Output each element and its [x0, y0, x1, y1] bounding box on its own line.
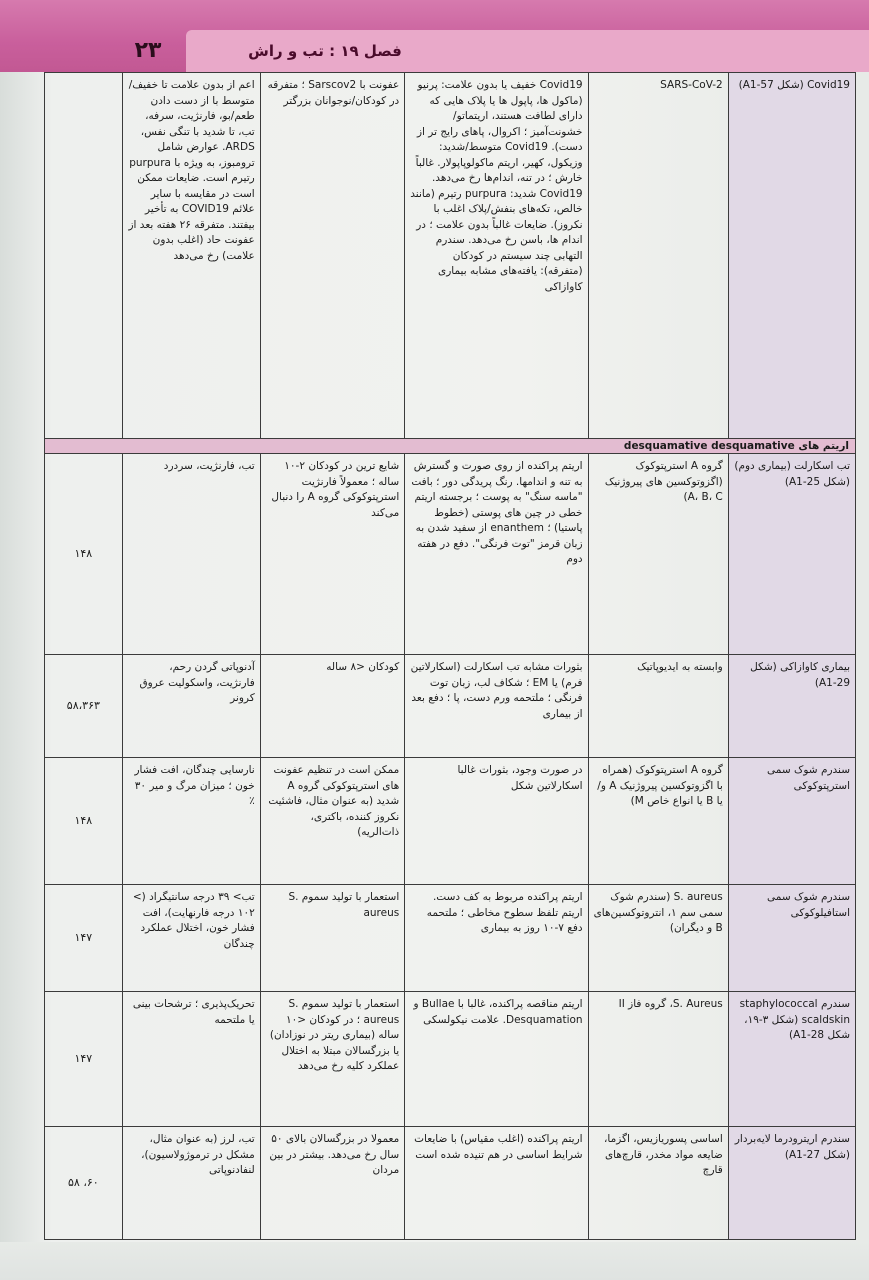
rash-description-cell: Covid19 خفیف یا بدون علامت: پرنیو (ماکول ها، پاپول ها یا پلاک هایی که دارای لطافت هستند، اریتماتو/خشونت‌آمیز ؛ اکروال، پاهای رایج تر از دست). Covid19 متوسط/شدید: وزیکول، کهیر، اریتم ماکولوپاپولار. غالباً خارش ؛ در تنه، اندام‌ها رخ می‌دهد. Covid19 شدید: purpura رتیرم (مانند خالص، تکه‌های بنفش/پلاک اغلب با نکروز). ضایعات غالباً بدون علامت ؛ در اندام ها، باسن رخ می‌دهد. سندرم التهابی چند سیستم در کودکان (متفرقه): یافته‌های مشابه بیماری کاوازاکی [405, 73, 588, 439]
disease-name-cell: بیماری کاوازاکی (شکل A1-29) [728, 655, 855, 758]
epidemiology-cell: شایع ترین در کودکان ۲-۱۰ ساله ؛ معمولاً فارنژیت استرپتوکوکی گروه A را دنبال می‌کند [260, 454, 405, 655]
clinical-findings-cell: نارسایی چندگان، افت فشار خون ؛ میزان مرگ و میر ۳۰ ٪ [122, 758, 260, 885]
cause-cell [588, 73, 728, 439]
disease-name-cell: سندرم شوک سمی استرپتوکوکی [728, 758, 855, 885]
table-row-covid19 [45, 73, 856, 439]
cause-text: SARS-CoV-2 [660, 79, 723, 91]
rash-description-cell: اریتم پراکنده مربوط به کف دست. اریتم تلفظ سطوح مخاطی ؛ ملتحمه دفع ۷-۱۰ روز به بیماری [405, 885, 588, 992]
clinical-findings-cell: اعم از بدون علامت تا خفیف/ متوسط با از دست دادن طعم/بو، فارنژیت، سرفه، تب، تا شدید با تنگی نفس، ARDS. عوارض شامل ترومبوز، به ویژه با purpura رتیرم است. ضایعات ممکن است در مقایسه با سایر علائم COVID19 به تأخیر بیفتند. متفرقه ۲۶ هفته بعد از عفونت حاد (اغلب بدون علامت) رخ می‌دهد [122, 73, 260, 439]
table-row-kawasaki [45, 655, 856, 758]
clinical-findings-cell: آدنوپاتی گردن رحم، فارنژیت، واسکولیت عروق کرونر [122, 655, 260, 758]
reference-cell: ۶۰، ۵۸ [45, 1127, 123, 1240]
reference-cell: ۱۴۸ [45, 758, 123, 885]
section-title: اریتم های desquamative desquamative [45, 439, 856, 454]
clinical-findings-cell: تب، لرز (به عنوان مثال، مشکل در ترموژولاسیون)، لنفادنوپاتی [122, 1127, 260, 1240]
cause-cell: S. Aureus، گروه فاز II [588, 992, 728, 1127]
rash-table-container [44, 72, 856, 1242]
rash-description-cell: در صورت وجود، بثورات غالبا اسکارلاتین شکل [405, 758, 588, 885]
section-header-row [45, 439, 856, 454]
clinical-findings-cell: تحریک‌پذیری ؛ ترشحات بینی یا ملتحمه [122, 992, 260, 1127]
cause-cell: اساسی پسوریازیس، اگزما، ضایعه مواد مخدر، قارچ‌های قارچ [588, 1127, 728, 1240]
epidemiology-cell: استعمار با تولید سموم S. aureus [260, 885, 405, 992]
clinical-findings-cell: تب، فارنژیت، سردرد [122, 454, 260, 655]
disease-name-cell: سندرم اریترودرما لایه‌بردار (شکل A1-27) [728, 1127, 855, 1240]
cause-cell: S. aureus (سندرم شوک سمی سم ۱، انتروتوکسین‌های B و دیگران) [588, 885, 728, 992]
reference-cell [45, 73, 123, 439]
rash-description-cell: بثورات مشابه تب اسکارلت (اسکارلاتین فرم) یا EM ؛ شکاف لب، زبان توت فرنگی ؛ ملتحمه ورم دست، پا ؛ دفع بعد از بیماری [405, 655, 588, 758]
table-row-ssss [45, 992, 856, 1127]
table-row-exfoliative-erythroderma [45, 1127, 856, 1240]
epidemiology-cell: ممکن است در تنظیم عفونت های استرپتوکوکی گروه A شدید (به عنوان مثال، فاشئیت نکروز کننده، باکتری، ذات‌الریه) [260, 758, 405, 885]
reference-cell: ۱۴۷ [45, 992, 123, 1127]
page-bottom-margin [0, 1242, 869, 1280]
reference-cell: ۱۴۸ [45, 454, 123, 655]
table-row-strep-tss [45, 758, 856, 885]
epidemiology-cell: استعمار با تولید سموم S. aureus ؛ در کودکان <۱۰ ساله (بیماری ریتر در نوزادان) یا بزرگسالان مبتلا به اختلال عملکرد کلیه رخ می‌دهد [260, 992, 405, 1127]
cause-cell: گروه A استرپتوکوک (همراه با اگزوتوکسین پیروژنیک A و/یا B یا انواع خاص M) [588, 758, 728, 885]
reference-cell: ۵۸،۳۶۳ [45, 655, 123, 758]
cause-cell: گروه A استرپتوکوک (اگزوتوکسین های پیروژنیک A، B، C) [588, 454, 728, 655]
rash-description-cell: اریتم پراکنده از روی صورت و گسترش به تنه و اندامها. رنگ پریدگی دور ؛ بافت "ماسه سنگ" به پوست ؛ برجسته اریتم خطی در چین های پوستی (خطوط پاستیا) ؛ enanthem از سفید شدن به زبان قرمز "توت فرنگی". دفع در هفته دوم [405, 454, 588, 655]
cause-cell: وابسته به ایدیوپاتیک [588, 655, 728, 758]
rash-table [44, 72, 856, 1240]
epidemiology-cell: کودکان <۸ ساله [260, 655, 405, 758]
rash-description-cell: اریتم پراکنده (اغلب مقیاس) با ضایعات شرایط اساسی در هم تنیده شده است [405, 1127, 588, 1240]
page-number: ۲۳ [134, 38, 162, 63]
rash-description-cell: اریتم مناقصه پراکنده، غالبا با Bullae و Desquamation. علامت نیکولسکی [405, 992, 588, 1127]
reference-cell: ۱۴۷ [45, 885, 123, 992]
epidemiology-cell: عفونت با Sarscov2 ؛ متفرقه در کودکان/نوجوانان بزرگتر [260, 73, 405, 439]
disease-name-cell: تب اسکارلت (بیماری دوم) (شکل A1-25) [728, 454, 855, 655]
disease-name-cell: سندرم staphylococcal scaldskin (شکل ۳-۱۹، شکل A1-28) [728, 992, 855, 1127]
epidemiology-cell: معمولا در بزرگسالان بالای ۵۰ سال رخ می‌دهد. بیشتر در بین مردان [260, 1127, 405, 1240]
table-row-staph-tss [45, 885, 856, 992]
disease-name-cell: Covid19 (شکل A1-57) [728, 73, 855, 439]
table-row-scarlet-fever [45, 454, 856, 655]
chapter-title: فصل ۱۹ : تب و راش [248, 42, 402, 60]
disease-name-cell: سندرم شوک سمی استافیلوکوکی [728, 885, 855, 992]
clinical-findings-cell: تب> ۳۹ درجه سانتیگراد (> ۱۰۲ درجه فارنهایت)، افت فشار خون، اختلال عملکرد چندگان [122, 885, 260, 992]
